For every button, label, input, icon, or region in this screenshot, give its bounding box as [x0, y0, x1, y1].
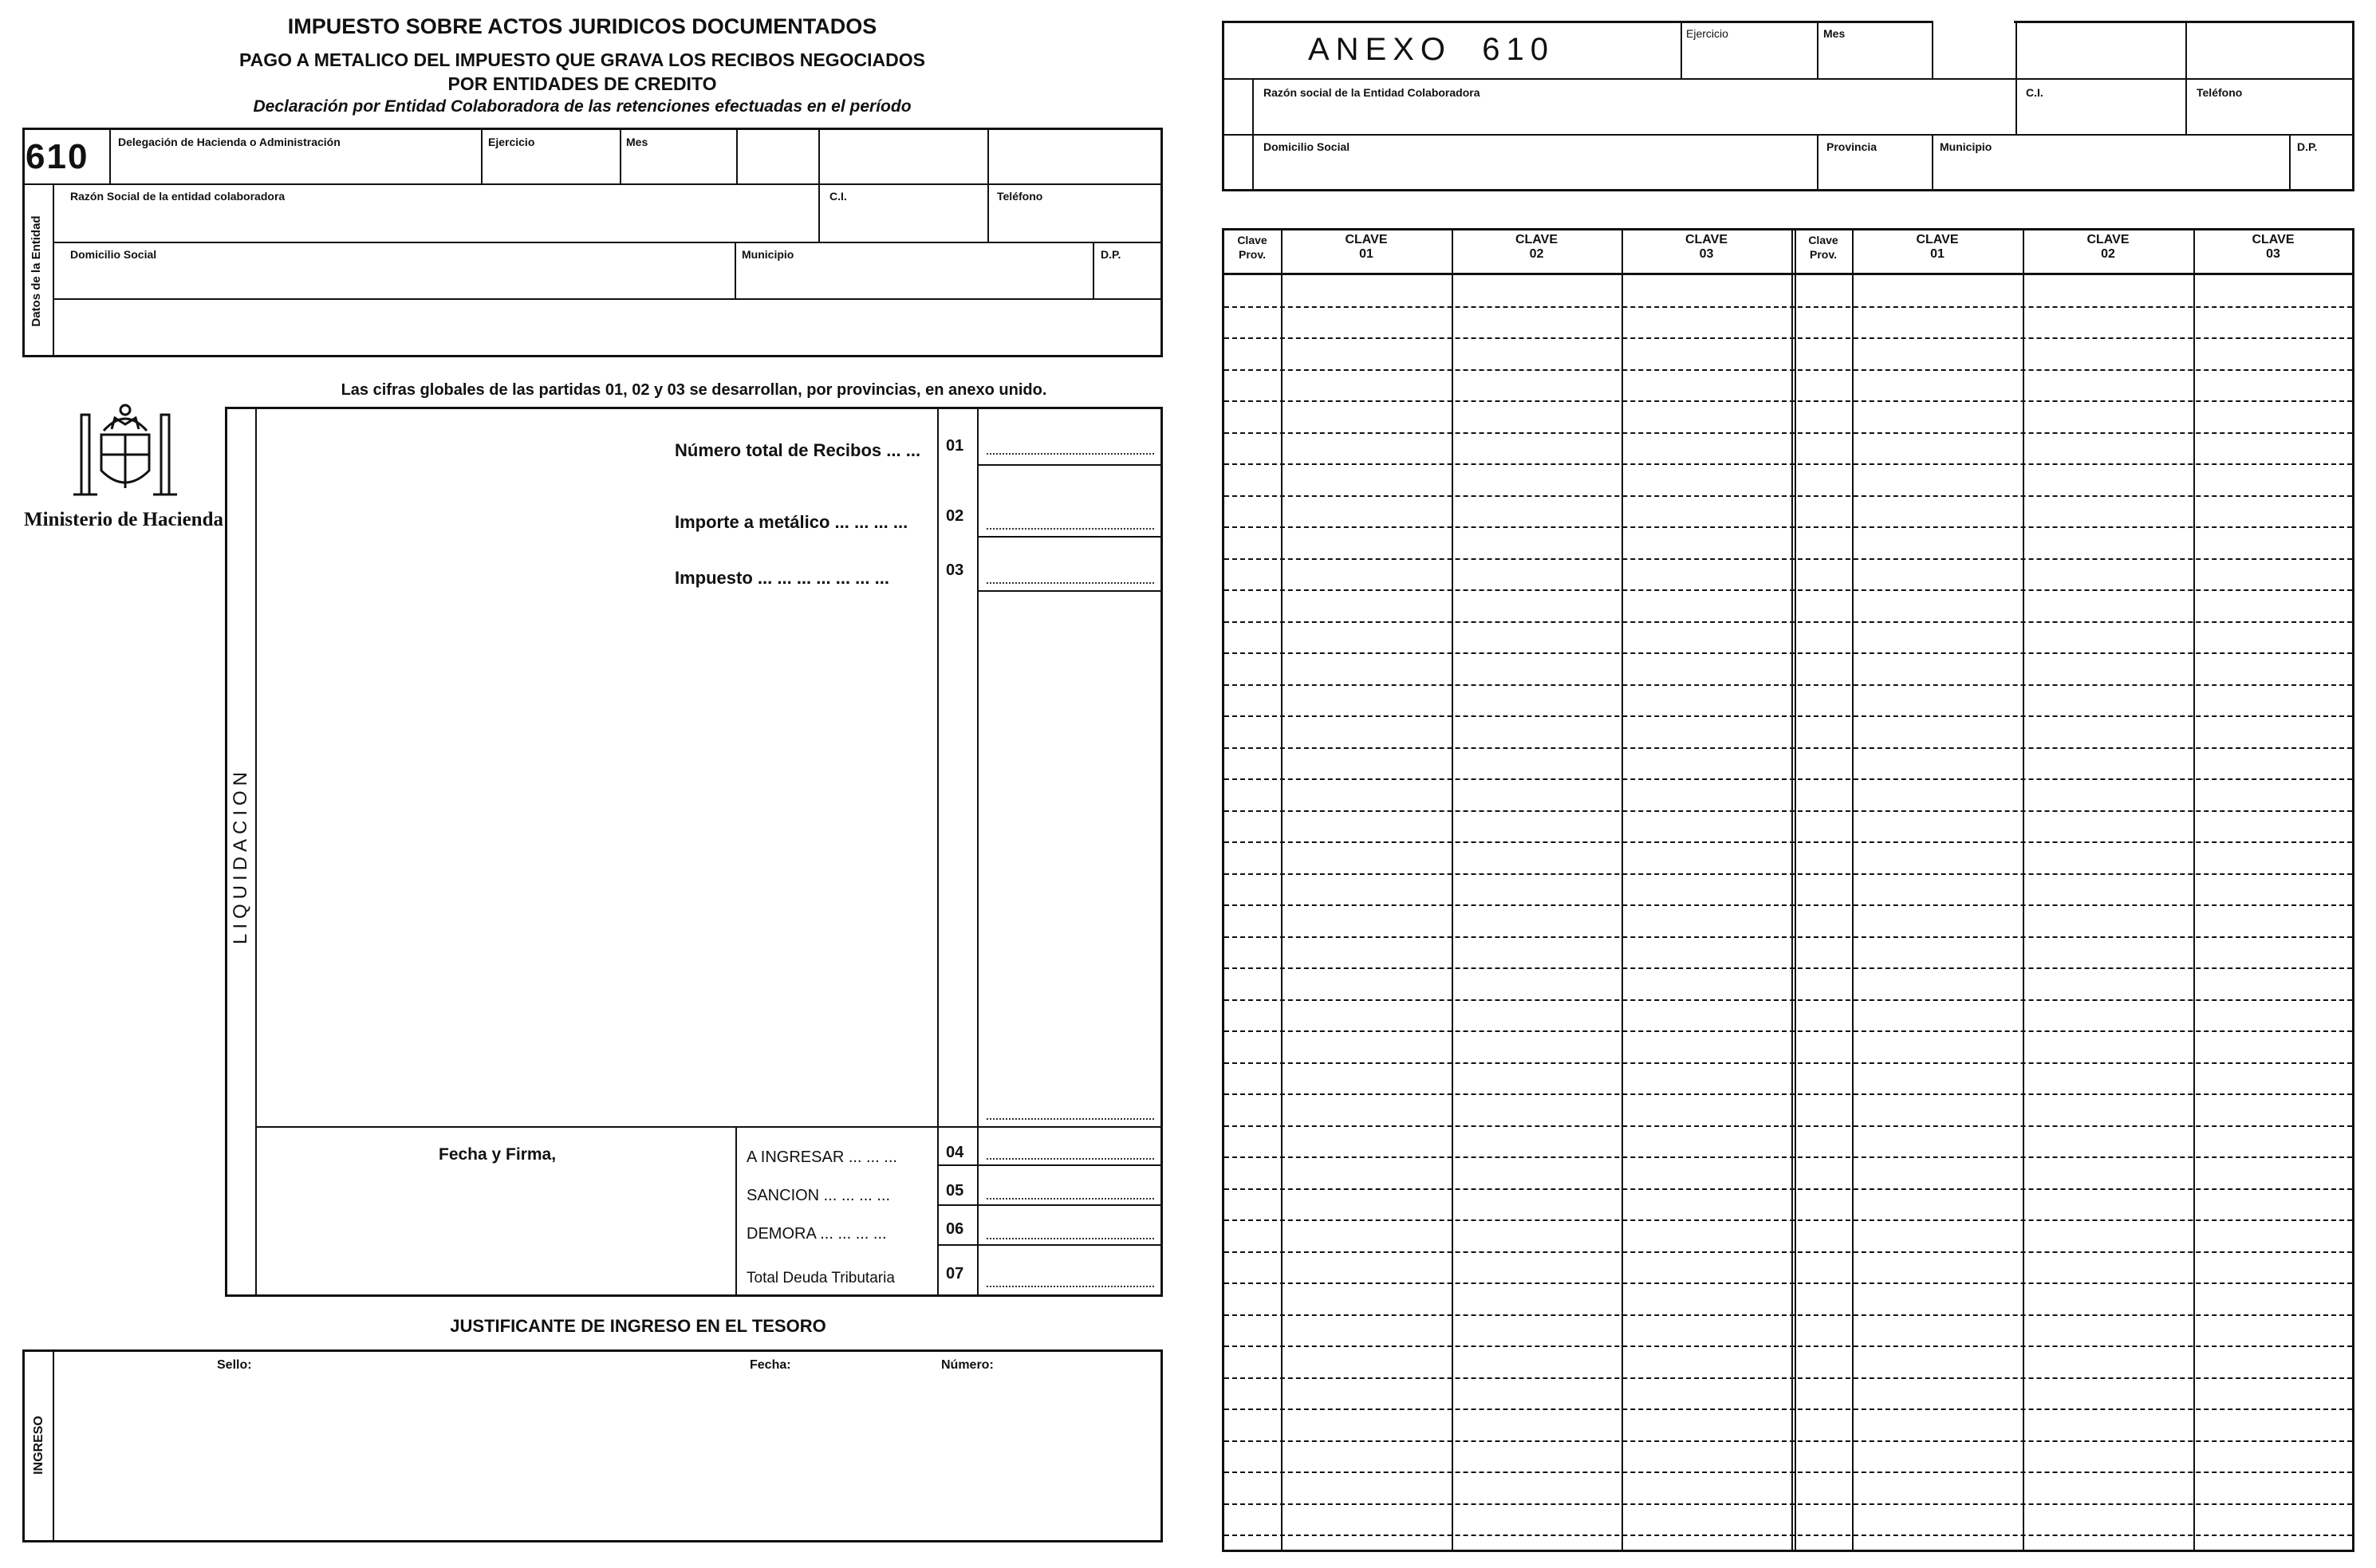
col-clave-prov-1: Clave Prov.	[1237, 234, 1267, 261]
row-label: Total Deuda Tributaria	[747, 1270, 895, 1286]
liquidacion-side-label: LIQUIDACION	[230, 766, 251, 945]
liquidacion-note: Las cifras globales de las partidas 01, 02 y 03 se desarrollan, por provincias, en anexo unido.	[341, 381, 1047, 399]
code-04: 04	[946, 1144, 964, 1161]
grid-row-line	[1224, 1408, 2352, 1410]
form-subtitle-3: Declaración por Entidad Colaboradora de las retenciones efectuadas en el período	[253, 97, 912, 116]
grid-row-line	[1224, 684, 2352, 686]
col-clave-01-b: CLAVE 01	[1916, 233, 1959, 261]
numero-label: Número:	[941, 1358, 994, 1372]
row-label: Importe a metálico	[675, 512, 830, 532]
delegacion-label: Delegación de Hacienda o Administración	[118, 136, 341, 148]
justificante-section	[22, 1349, 1163, 1542]
anexo-domicilio-label: Domicilio Social	[1263, 140, 1350, 153]
row-numero-recibos: Número total de Recibos ... ...	[675, 440, 921, 460]
grid-row-line	[1224, 1282, 2352, 1284]
grid-row-line	[1224, 1188, 2352, 1190]
grid-row-line	[1224, 1314, 2352, 1316]
row-label: SANCION	[747, 1187, 820, 1204]
anexo-mes-label: Mes	[1823, 27, 1846, 40]
grid-row-line	[1224, 1471, 2352, 1473]
dp-label: D.P.	[1101, 248, 1121, 261]
grid-row-line	[1224, 526, 2352, 528]
row-label: Número total de Recibos	[675, 440, 882, 460]
grid-column-line	[1852, 228, 1854, 1550]
grid-row-line	[1224, 841, 2352, 843]
anexo-telefono-label: Teléfono	[2197, 86, 2243, 99]
liquidacion-section	[225, 407, 1163, 1297]
code-06: 06	[946, 1220, 964, 1238]
anexo-provincia-label: Provincia	[1826, 140, 1878, 153]
grid-column-line	[1795, 228, 1796, 1550]
grid-column-line	[2023, 228, 2024, 1550]
anexo-razon-label: Razón social de la Entidad Colaboradora	[1263, 86, 1480, 99]
municipio-label: Municipio	[742, 248, 794, 261]
grid-row-line	[1224, 936, 2352, 938]
anexo-ejercicio-label: Ejercicio	[1686, 27, 1728, 40]
grid-row-line	[1224, 652, 2352, 654]
col-clave-01-a: CLAVE 01	[1345, 233, 1388, 261]
anexo-title: ANEXO 610	[1308, 32, 1555, 67]
entity-side-label: Datos de la Entidad	[30, 215, 43, 327]
grid-row-line	[1224, 558, 2352, 560]
grid-row-line	[1224, 1251, 2352, 1253]
grid-column-line	[1621, 228, 1623, 1550]
grid-column-line	[1281, 228, 1283, 1550]
row-demora: DEMORA ... ... ... ...	[747, 1225, 887, 1243]
grid-row-line	[1224, 1125, 2352, 1127]
grid-row-line	[1224, 621, 2352, 623]
grid-row-line	[1224, 1030, 2352, 1032]
col-clave-03-b: CLAVE 03	[2252, 233, 2295, 261]
grid-row-line	[1224, 306, 2352, 308]
fecha-label: Fecha:	[750, 1358, 791, 1372]
grid-row-line	[1224, 463, 2352, 465]
grid-row-line	[1224, 1156, 2352, 1158]
grid-row-line	[1224, 1535, 2352, 1536]
code-01: 01	[946, 437, 964, 455]
telefono-label: Teléfono	[997, 190, 1043, 203]
ci-label: C.I.	[829, 190, 847, 203]
grid-row-line	[1224, 715, 2352, 717]
fecha-firma-label: Fecha y Firma,	[439, 1145, 557, 1164]
row-label: A INGRESAR	[747, 1148, 845, 1166]
ministry-name: Ministerio de Hacienda	[24, 509, 223, 530]
row-label: Impuesto	[675, 568, 753, 588]
code-03: 03	[946, 561, 964, 579]
form-title: IMPUESTO SOBRE ACTOS JURIDICOS DOCUMENTADOS	[287, 14, 877, 38]
grid-row-line	[1224, 1345, 2352, 1347]
code-02: 02	[946, 507, 964, 525]
code-07: 07	[946, 1265, 964, 1282]
sello-label: Sello:	[217, 1358, 252, 1372]
grid-row-line	[1224, 747, 2352, 749]
grid-row-line	[1224, 400, 2352, 402]
grid-row-line	[1224, 904, 2352, 906]
grid-column-line	[1452, 228, 1453, 1550]
row-importe-metalico: Importe a metálico ... ... ... ...	[675, 512, 908, 532]
row-sancion: SANCION ... ... ... ...	[747, 1187, 891, 1204]
grid-row-line	[1224, 1503, 2352, 1505]
row-impuesto: Impuesto ... ... ... ... ... ... ...	[675, 568, 889, 588]
grid-row-line	[1224, 1377, 2352, 1379]
grid-row-line	[1224, 1440, 2352, 1442]
grid-row-line	[1224, 810, 2352, 812]
grid-row-line	[1224, 432, 2352, 434]
grid-column-line	[1791, 228, 1793, 1550]
ejercicio-label: Ejercicio	[488, 136, 535, 148]
form-subtitle-1: PAGO A METALICO DEL IMPUESTO QUE GRAVA LOS RECIBOS NEGOCIADOS	[238, 49, 925, 70]
grid-row-line	[1224, 967, 2352, 969]
col-clave-prov-2: Clave Prov.	[1808, 234, 1838, 261]
col-clave-03-a: CLAVE 03	[1684, 233, 1728, 261]
grid-row-line	[1224, 778, 2352, 780]
form-code: 610	[26, 137, 89, 176]
ingreso-side-label: INGRESO	[32, 1416, 45, 1475]
coat-of-arms-icon	[65, 399, 185, 510]
grid-row-line	[1224, 369, 2352, 371]
anexo-ci-label: C.I.	[2026, 86, 2043, 99]
col-clave-02-a: CLAVE 02	[1515, 233, 1558, 261]
col-clave-02-b: CLAVE 02	[2086, 233, 2130, 261]
grid-row-line	[1224, 1219, 2352, 1221]
code-05: 05	[946, 1182, 964, 1200]
anexo-table	[1222, 228, 2354, 1552]
row-a-ingresar: A INGRESAR ... ... ...	[747, 1148, 897, 1166]
grid-row-line	[1224, 1062, 2352, 1064]
grid-row-line	[1224, 495, 2352, 497]
razon-social-label: Razón Social de la entidad colaboradora	[70, 190, 286, 203]
ministry-emblem	[65, 399, 185, 510]
anexo-municipio-label: Municipio	[1940, 140, 1992, 153]
row-label: DEMORA	[747, 1225, 816, 1243]
grid-column-line	[2193, 228, 2195, 1550]
row-total-deuda	[747, 1270, 895, 1287]
grid-row-line	[1224, 589, 2352, 591]
grid-row-line	[1224, 337, 2352, 339]
justificante-title: JUSTIFICANTE DE INGRESO EN EL TESORO	[450, 1316, 826, 1336]
mes-label: Mes	[626, 136, 648, 148]
grid-row-line	[1224, 999, 2352, 1001]
grid-row-line	[1224, 873, 2352, 875]
anexo-dp-label: D.P.	[2297, 140, 2318, 153]
domicilio-label: Domicilio Social	[70, 248, 157, 261]
grid-row-line	[1224, 1093, 2352, 1095]
form-subtitle-2: POR ENTIDADES DE CREDITO	[447, 73, 717, 94]
